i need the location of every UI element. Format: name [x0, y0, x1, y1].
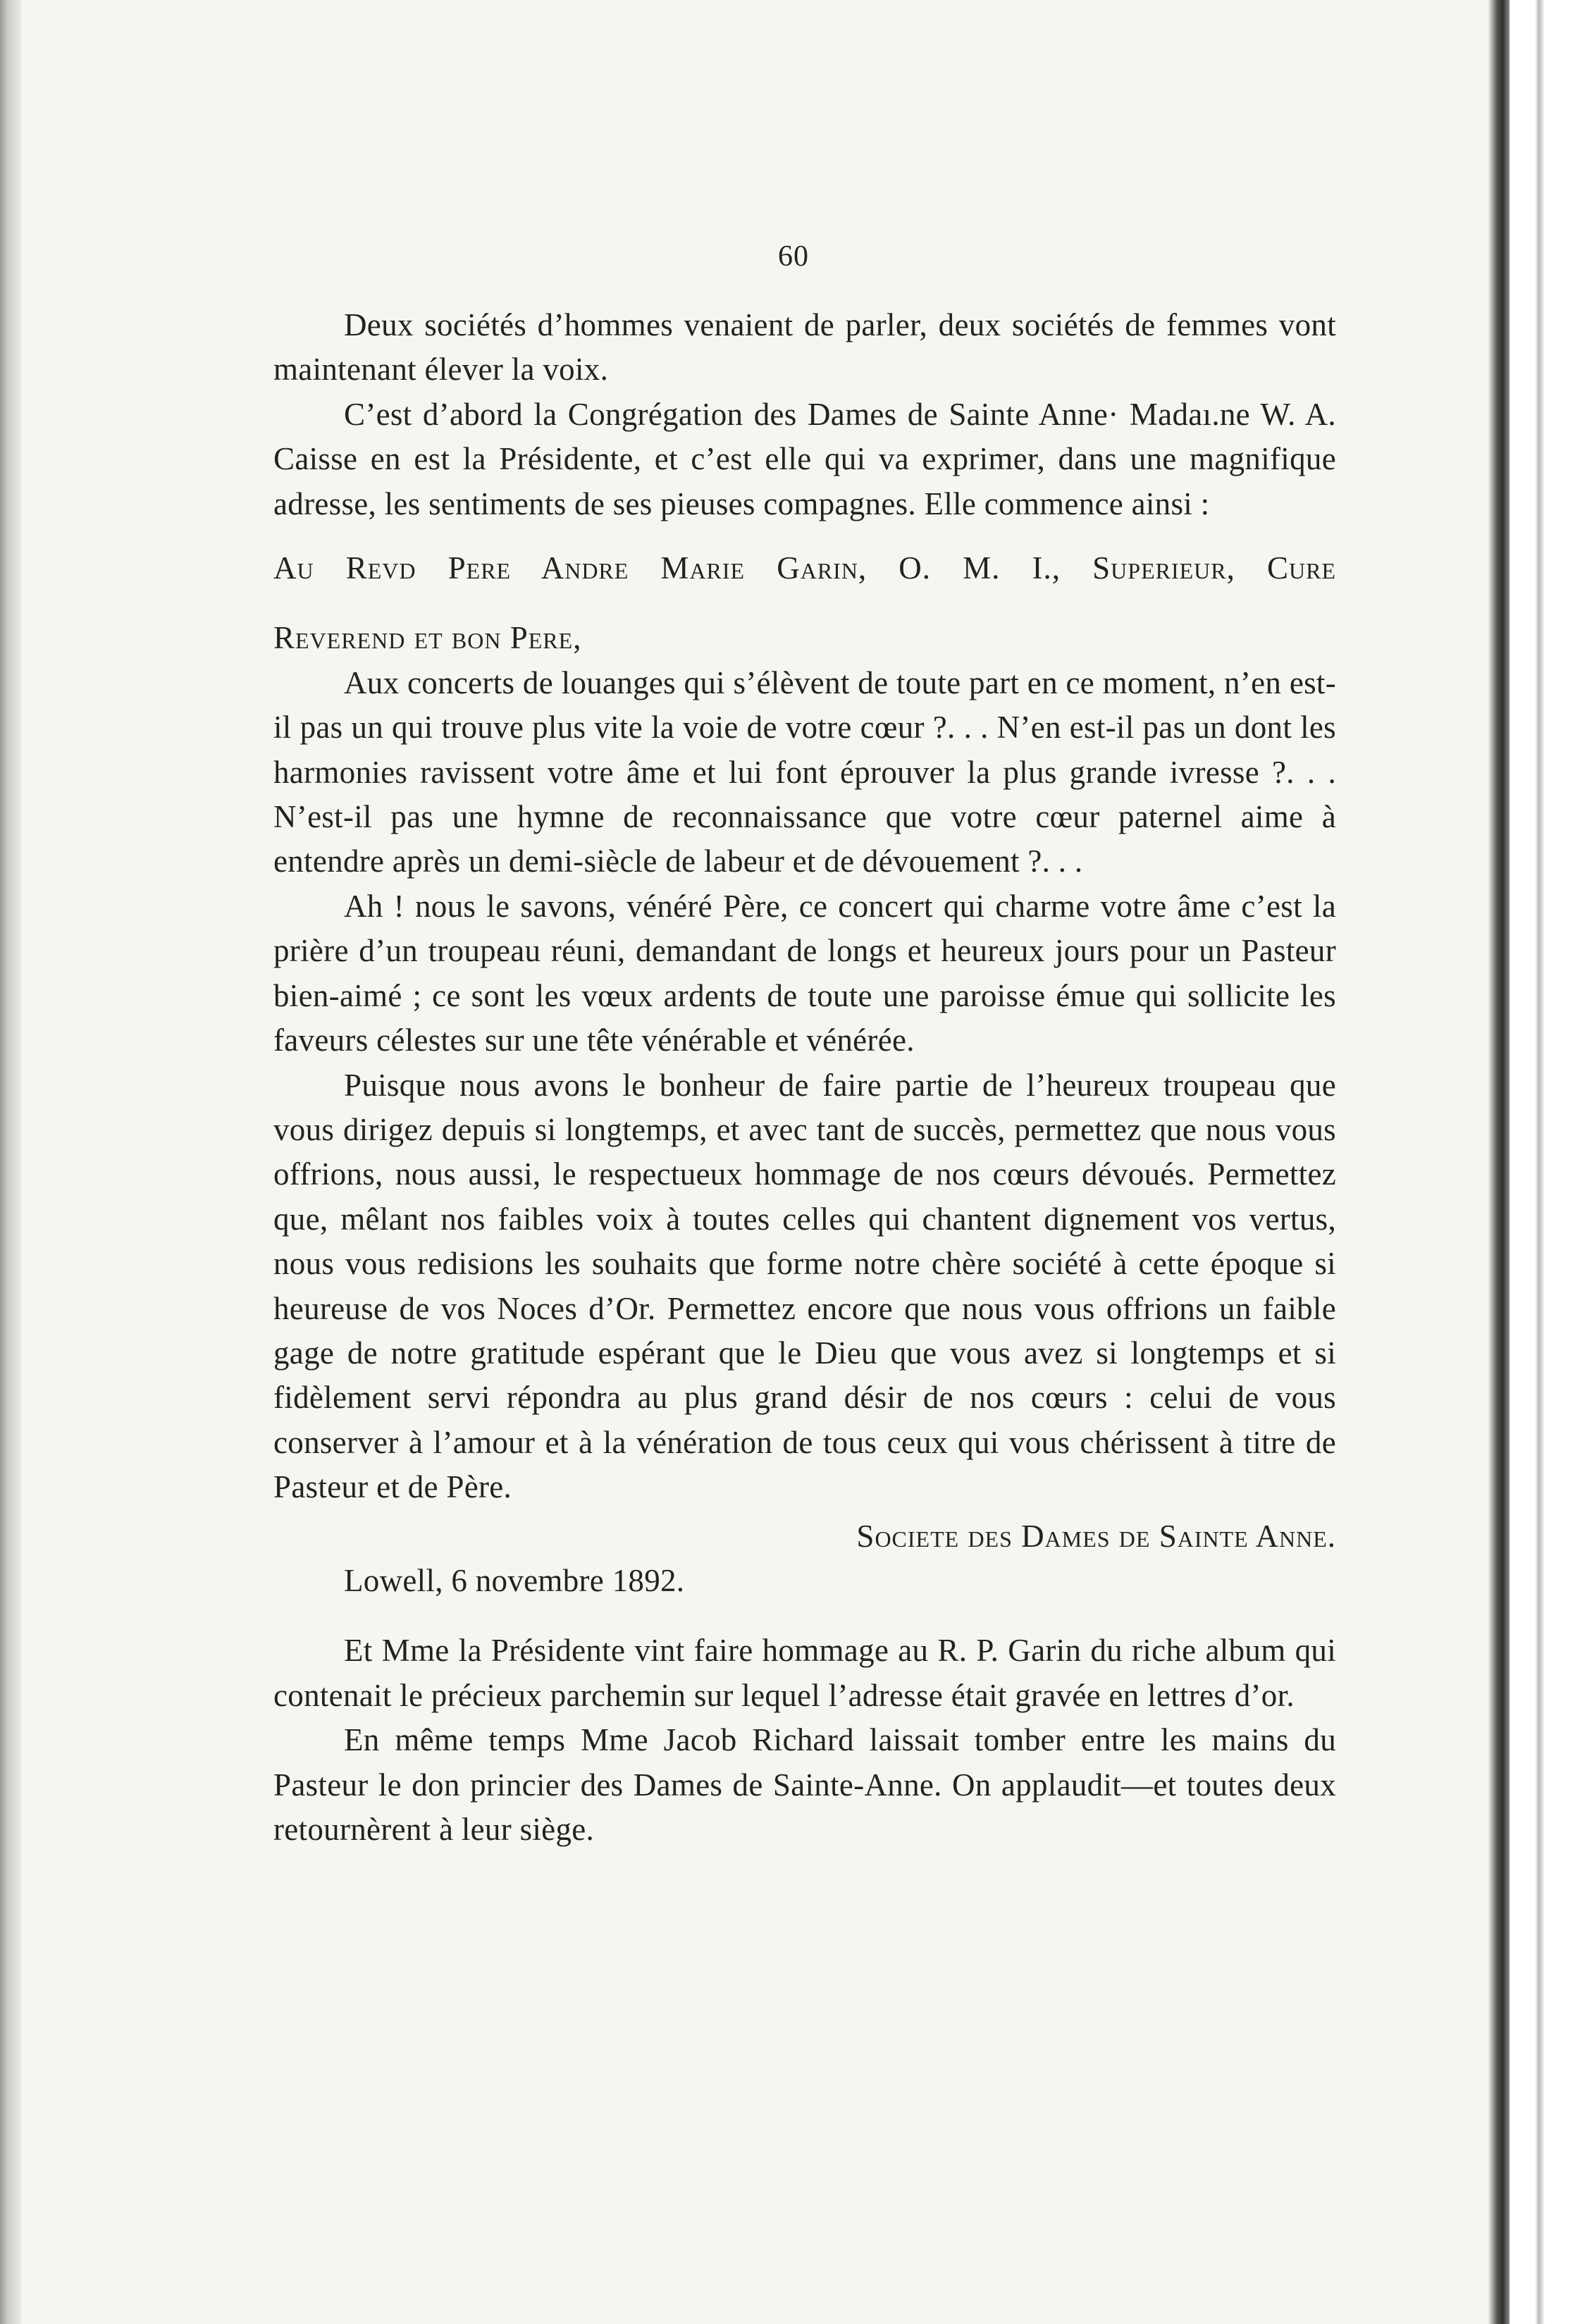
- scan-border-line: [1488, 0, 1509, 2324]
- address-heading: Au Revd Pere Andre Marie Garin, O. M. I., Superieur, Cure: [273, 550, 1336, 586]
- scan-left-edge: [0, 0, 21, 2324]
- paragraph-homage: Puisque nous avons le bonheur de faire partie de l’heureux troupeau que vous dirigez depuis si longtemps, et avec tant de succès, permettez que nous vous offrions, nous aussi, le respectueux hommage de nos cœurs dévoués. Permettez que, mêlant nos faibles voix à toutes celles qui chantent dignement vos vertus, nous vous redisions les souhaits que forme notre chère société à cette époque si heureuse de vos Noces d’Or. Permettez encore que nous vous offrions un faible gage de notre gratitude espérant que le Dieu que vous avez si longtemps et si fidèlement servi répondra au plus grand désir de nos cœurs : celui de vous conserver à l’amour et à la vénération de tous ceux qui vous chérissent à titre de Pasteur et de Père.: [273, 1067, 1336, 1505]
- page-body: [273, 303, 1336, 1852]
- paragraph-intro: Deux sociétés d’hommes venaient de parler, deux sociétés de femmes vont maintenant élever la voix.: [273, 307, 1336, 388]
- paragraph-congregation: C’est d’abord la Congrégation des Dames de Sainte Anne· Madaı.ne W. A. Caisse en est la Présidente, et c’est elle qui va exprimer, dans une magnifique adresse, les sentiments de ses pieuses compagnes. Elle commence ainsi :: [273, 396, 1336, 521]
- scan-border-line-secondary: [1535, 0, 1545, 2324]
- paragraph-album: Et Mme la Présidente vint faire hommage au R. P. Garin du riche album qui contenait le précieux parchemin sur lequel l’adresse était gravée en lettres d’or.: [273, 1633, 1336, 1713]
- signature-society: Societe des Dames de Sainte Anne.: [856, 1518, 1336, 1554]
- paragraph-prayer: Ah ! nous le savons, vénéré Père, ce concert qui charme votre âme c’est la prière d’un troupeau réuni, demandant de longs et heureux jours pour un Pasteur bien-aimé ; ce sont les vœux ardents de toute une paroisse émue qui sollicite les faveurs célestes sur une tête vénérable et vénérée.: [273, 888, 1336, 1058]
- paragraph-gift: En même temps Mme Jacob Richard laissait tomber entre les mains du Pasteur le don princier des Dames de Sainte-Anne. On applaudit—et toutes deux retournèrent à leur siège.: [273, 1722, 1336, 1847]
- dateline: Lowell, 6 novembre 1892.: [344, 1562, 685, 1598]
- salutation: Reverend et bon Pere,: [273, 620, 582, 656]
- scan-right-edge: [1488, 0, 1587, 2324]
- paragraph-concerts: Aux concerts de louanges qui s’élèvent de toute part en ce moment, n’en est-il pas un qui trouve plus vite la voie de votre cœur ?. . . N’en est-il pas un dont les harmonies ravissent votre âme et lui font éprouver la plus grande ivresse ?. . . N’est-il pas une hymne de reconnaissance que votre cœur paternel aime à entendre après un demi-siècle de labeur et de dévouement ?. . .: [273, 665, 1336, 879]
- page-number: 60: [778, 240, 809, 273]
